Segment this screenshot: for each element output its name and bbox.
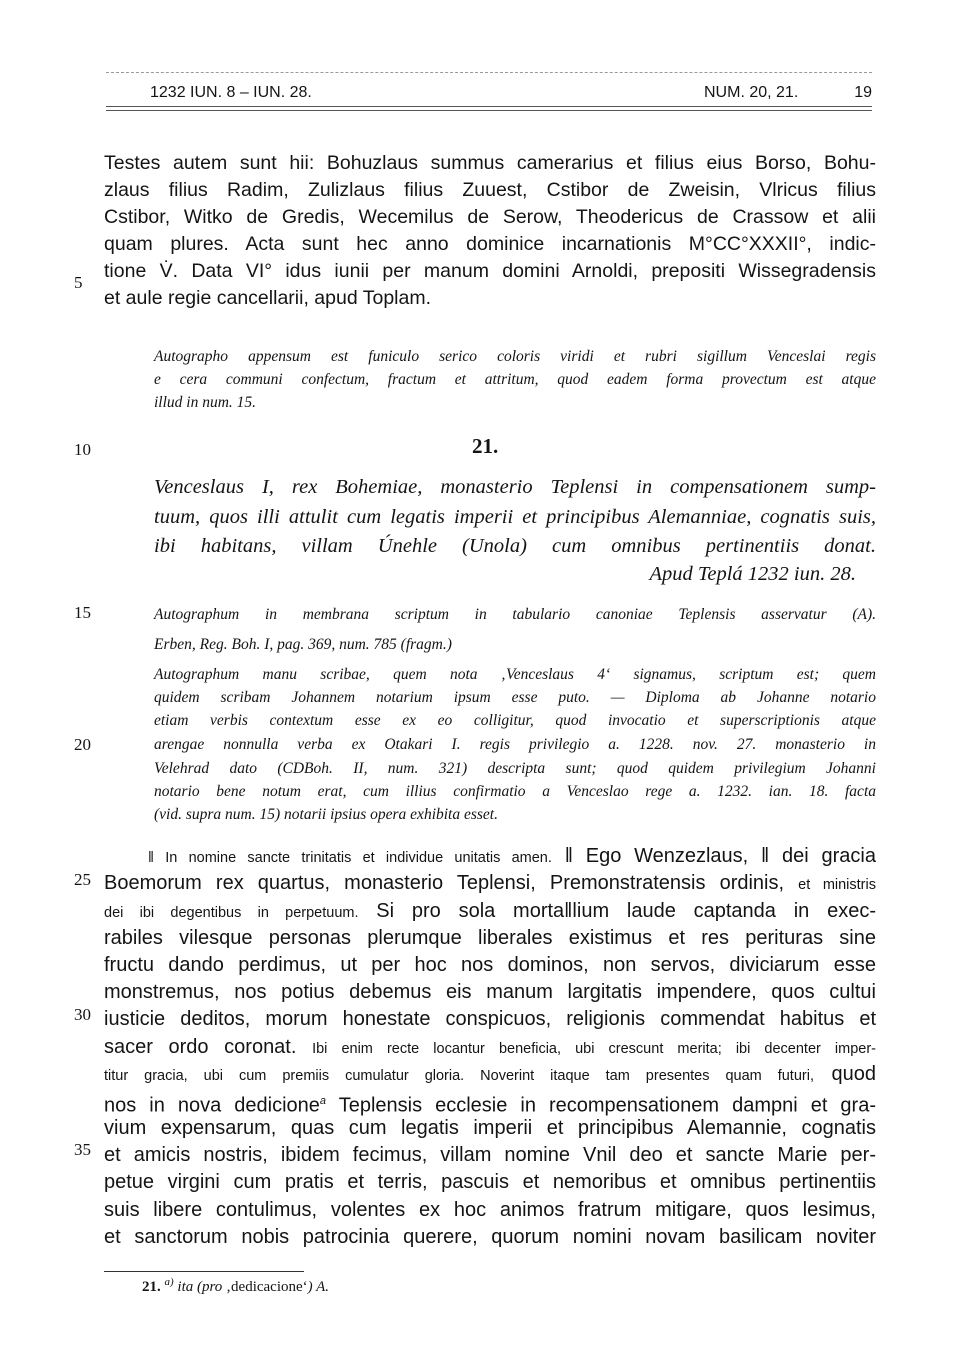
note-line: Autographum in membrana scriptum in tabulario canoniae Teplensis asservatur (A). (154, 606, 876, 623)
footnote-mark: a (319, 1095, 327, 1107)
note-line: notario bene notum erat, cum illius confirmatio a Venceslao rege a. 1232. ian. 18. facta (154, 783, 876, 800)
header-rule (106, 106, 872, 111)
footnote: 21. $^{a)}$ ita (pro ‚dedicacione‘) A. (142, 1276, 330, 1295)
text-line: zlaus filius Radim, Zulizlaus filius Zuuest, Cstibor de Zweisin, Vlricus filius (104, 179, 876, 201)
text-line: vium expensarum, quas cum legatis imperii et principibus Alemannie, cognatis (104, 1117, 876, 1139)
note-line: (vid. supra num. 15) notarii ipsius opera exhibita esset. (154, 806, 498, 823)
text-line: monstremus, nos potius debemus eis manum largitatis impendere, quos cultui (104, 981, 876, 1003)
note-line: illud in num. 15. (154, 394, 257, 411)
footnote-doc-number: 21. (142, 1279, 161, 1295)
note-line: arengae nonnulla verba ex Otakari I. regis privilegio a. 1228. nov. 27. monasterio in (154, 736, 876, 753)
note-line: Erben, Reg. Boh. I, pag. 369, num. 785 (fragm.) (154, 636, 452, 653)
note-line: e cera communi confectum, fractum et attritum, quod eadem forma provectum est atque (154, 371, 876, 388)
text-line: et sanctorum nobis patrocinia querere, quorum nomini novam basilicam noviter (104, 1226, 876, 1248)
place-date: Apud Teplá 1232 iun. 28. (649, 563, 856, 585)
document-number: 21. (472, 434, 499, 458)
text-line: et amicis nostris, ibidem fecimus, villam nomine Vnil deo et sancte Marie per- (104, 1144, 876, 1166)
page-number: 19 (854, 84, 872, 101)
running-head (150, 82, 872, 104)
text-line: nos in nova dedicione$^a$ Teplensis ecclesie in recompensationem dampni et gra- (104, 1094, 877, 1117)
text-line: dei ibi degentibus in perpetuum. Si pro sola morta‖lium laude captanda in exec- (104, 900, 876, 922)
text-line: suis libere contulimus, volentes ex hoc animos fratrum mitigare, quos lesimus, (104, 1199, 876, 1221)
text-line: sacer ordo coronat. Ibi enim recte locantur beneficia, ubi crescunt merita; ibi decenter imper- (104, 1036, 877, 1058)
line-number-30: 30 (74, 1005, 91, 1024)
line-number-35: 35 (74, 1140, 91, 1159)
text-line: titur gracia, ubi cum premiis cumulatur gloria. Noverint itaque tam presentes quam futuri, quod (104, 1063, 876, 1085)
text-line: ‖ In nomine sancte trinitatis et individue unitatis amen. ‖ Ego Wenzezlaus, ‖ dei gracia (148, 845, 876, 867)
footnote-letter: a) (164, 1276, 174, 1288)
text-line: rabiles vilesque personas plerumque liberales existimus et res perituras sine (104, 927, 876, 949)
header-doc-numbers: NUM. 20, 21. (704, 84, 799, 101)
line-number-25: 25 (74, 870, 91, 889)
line-number-20: 20 (74, 735, 91, 754)
footnote-rule (104, 1271, 304, 1272)
note-line: etiam verbis contextum esse ex eo colligitur, quod invocatio et superscriptionis atque (154, 712, 876, 729)
regest-line: ibi habitans, villam Únehle (Unola) cum omnibus pertinentiis donat. (154, 535, 876, 557)
line-number-5: 5 (74, 273, 83, 292)
note-line: quidem scribam Johannem notarium ipsum esse puto. — Diploma ab Johanne notario (154, 689, 876, 706)
note-line: Autographum manu scribae, quem nota ‚Venceslaus 4‘ signamus, scriptum est; quem (154, 666, 876, 683)
text-line: Cstibor, Witko de Gredis, Wecemilus de Serow, Theodericus de Crassow et alii (104, 206, 876, 228)
text-line: petue virgini cum pratis et terris, pascuis et nemoribus et omnibus pertinentiis (104, 1171, 876, 1193)
text-line: Boemorum rex quartus, monasterio Teplensi, Premonstratensis ordinis, et ministris (104, 872, 876, 894)
header-date-range: 1232 IUN. 8 – IUN. 28. (150, 84, 312, 101)
top-rule (106, 72, 872, 73)
note-line: Autographo appensum est funiculo serico coloris viridi et rubri sigillum Venceslai regis (154, 348, 876, 365)
regest-line: tuum, quos illi attulit cum legatis imperii et principibus Alemanniae, cognatis suis, (154, 506, 876, 528)
line-number-15: 15 (74, 603, 91, 622)
text-line: quam plures. Acta sunt hec anno dominice incarnationis M°CC°XXXII°, indic- (104, 233, 876, 255)
text-line: Testes autem sunt hii: Bohuzlaus summus camerarius et filius eius Borso, Bohu- (104, 152, 876, 174)
note-line: Velehrad dato (CDBoh. II, num. 321) descripta sunt; quod quidem privilegium Johanni (154, 760, 876, 777)
text-line: fructu dando perdimus, ut per hoc nos dominos, non servos, diviciarum esse (104, 954, 876, 976)
text-line: et aule regie cancellarii, apud Toplam. (104, 287, 432, 309)
line-number-10: 10 (74, 440, 91, 459)
text-line: iusticie deditos, morum honestate conspicuos, religionis commendat habitus et (104, 1008, 876, 1030)
text-line: tione V̇. Data VI° idus iunii per manum domini Arnoldi, prepositi Wissegradensis (104, 260, 876, 282)
regest-line: Venceslaus I, rex Bohemiae, monasterio Teplensi in compensationem sump- (154, 476, 876, 498)
